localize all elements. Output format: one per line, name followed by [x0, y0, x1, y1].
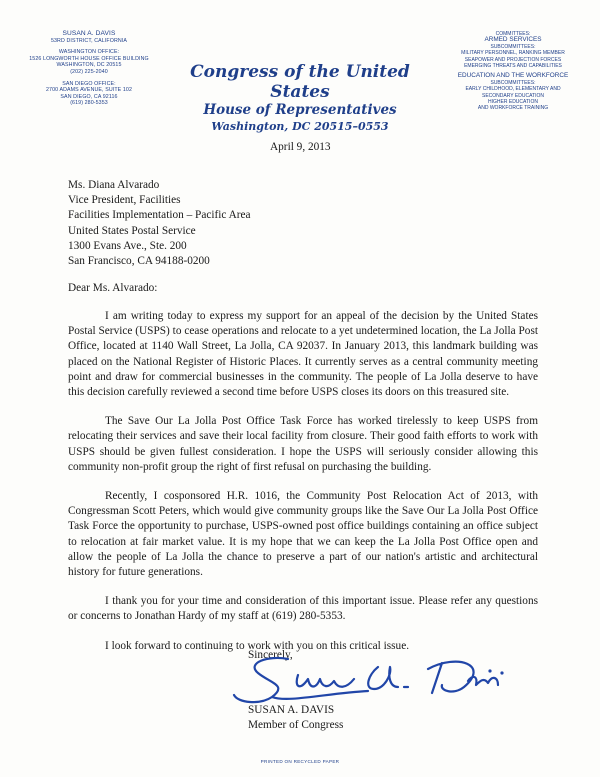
closing: Sincerely,: [248, 649, 293, 661]
congress-title: Congress of the United States: [190, 62, 410, 102]
subcommittee-item: EMERGING THREATS AND CAPABILITIES: [464, 63, 562, 70]
body-paragraph: The Save Our La Jolla Post Office Task Force has worked tirelessly to keep USPS from relocating their services and save their local facility from closure. Their good faith efforts to work with USPS should be given fullest consideration. I hope the USPS will seriously consider allowing this community non-profit group the right of first refusal on purchasing the building.: [68, 415, 538, 473]
washington-address: Washington, DC 20515–0553: [211, 120, 389, 133]
recipient-line: United States Postal Service: [68, 224, 196, 237]
committee-armed-services: ARMED SERVICES: [484, 36, 542, 44]
member-district: 53RD DISTRICT, CALIFORNIA: [50, 37, 128, 44]
subcommittees-label: SUBCOMMITTEES:: [490, 79, 536, 86]
san-diego-office-line: (619) 280-5353: [70, 100, 108, 107]
washington-office-line: WASHINGTON, DC 20515: [56, 62, 122, 69]
recipient-line: San Francisco, CA 94188-0200: [68, 255, 210, 268]
signer-name: SUSAN A. DAVIS: [248, 704, 335, 716]
san-diego-office-line: 2700 ADAMS AVENUE, SUITE 102: [45, 87, 133, 94]
letterhead-right: [438, 31, 588, 112]
committee-education: EDUCATION AND THE WORKFORCE: [457, 72, 569, 80]
subcommittee-item: HIGHER EDUCATION: [488, 99, 538, 106]
subcommittee-item: SECONDARY EDUCATION: [482, 92, 544, 99]
recycled-paper-note: PRINTED ON RECYCLED PAPER: [260, 759, 340, 764]
body-paragraph: I look forward to continuing to work with you on this critical issue.: [105, 639, 410, 652]
signer-block: [248, 703, 343, 733]
recipient-line: 1300 Evans Ave., Ste. 200: [68, 239, 187, 252]
recipient-line: Ms. Diana Alvarado: [68, 179, 160, 191]
recipient-line: Vice President, Facilities: [68, 194, 181, 207]
body-paragraph: I am writing today to express my support for an appeal of the decision by the United States Postal Service (USPS) to cease operations and relocate to a yet undetermined location, the La Jolla Post Office, located at 1140 Wall Street, La Jolla, CA 92037. In January 2013, this landmark building was placed on the National Register of Historic Places. It currently serves as a central community meeting point and draw for commercial businesses in the community. The people of La Jolla deserve to have this decision carefully reviewed a second time before USPS closes its doors on this treasured site.: [68, 310, 538, 399]
recipient-address: [68, 178, 251, 269]
body-paragraph: Recently, I cosponsored H.R. 1016, the Community Post Relocation Act of 2013, with Congressman Scott Peters, which would give community groups like the Save Our La Jolla Post Office Task Force the opportunity to purchase, USPS-owned post office buildings containing an office subject to relocation at fair market value. It is my hope that we can keep the La Jolla Post Office open and allow the people of La Jolla the chance to preserve a part of our nation's artistic and architectural history for future generations.: [68, 490, 538, 579]
san-diego-office-line: SAN DIEGO, CA 92116: [60, 93, 118, 100]
salutation: Dear Ms. Alvarado:: [68, 282, 158, 294]
committees-label: COMMITTEES:: [495, 31, 531, 37]
subcommittee-item: AND WORKFORCE TRAINING: [477, 105, 549, 112]
letterhead-left: [24, 31, 154, 107]
house-title: House of Representatives: [203, 102, 397, 118]
letterhead-center: [160, 62, 440, 135]
letter-body: [68, 309, 538, 654]
letter-date: April 9, 2013: [270, 141, 331, 153]
subcommittee-item: SEAPOWER AND PROJECTION FORCES: [464, 56, 562, 63]
washington-office-line: (202) 225-2040: [70, 68, 108, 75]
washington-office-line: 1526 LONGWORTH HOUSE OFFICE BUILDING: [29, 55, 149, 62]
signer-title: Member of Congress: [248, 719, 344, 732]
subcommittees-label: SUBCOMMITTEES:: [490, 43, 536, 50]
subcommittee-item: MILITARY PERSONNEL, RANKING MEMBER: [461, 50, 565, 57]
subcommittee-item: EARLY CHILDHOOD, ELEMENTARY AND: [465, 86, 561, 93]
member-name: SUSAN A. DAVIS: [62, 30, 116, 37]
washington-office-label: WASHINGTON OFFICE:: [58, 49, 120, 56]
body-paragraph: I thank you for your time and consideration of this important issue. Please refer any questions or concerns to Jonathan Hardy of my staff at (619) 280-5353.: [68, 595, 538, 623]
recipient-line: Facilities Implementation – Pacific Area: [68, 209, 251, 222]
san-diego-office-label: SAN DIEGO OFFICE:: [62, 80, 116, 87]
